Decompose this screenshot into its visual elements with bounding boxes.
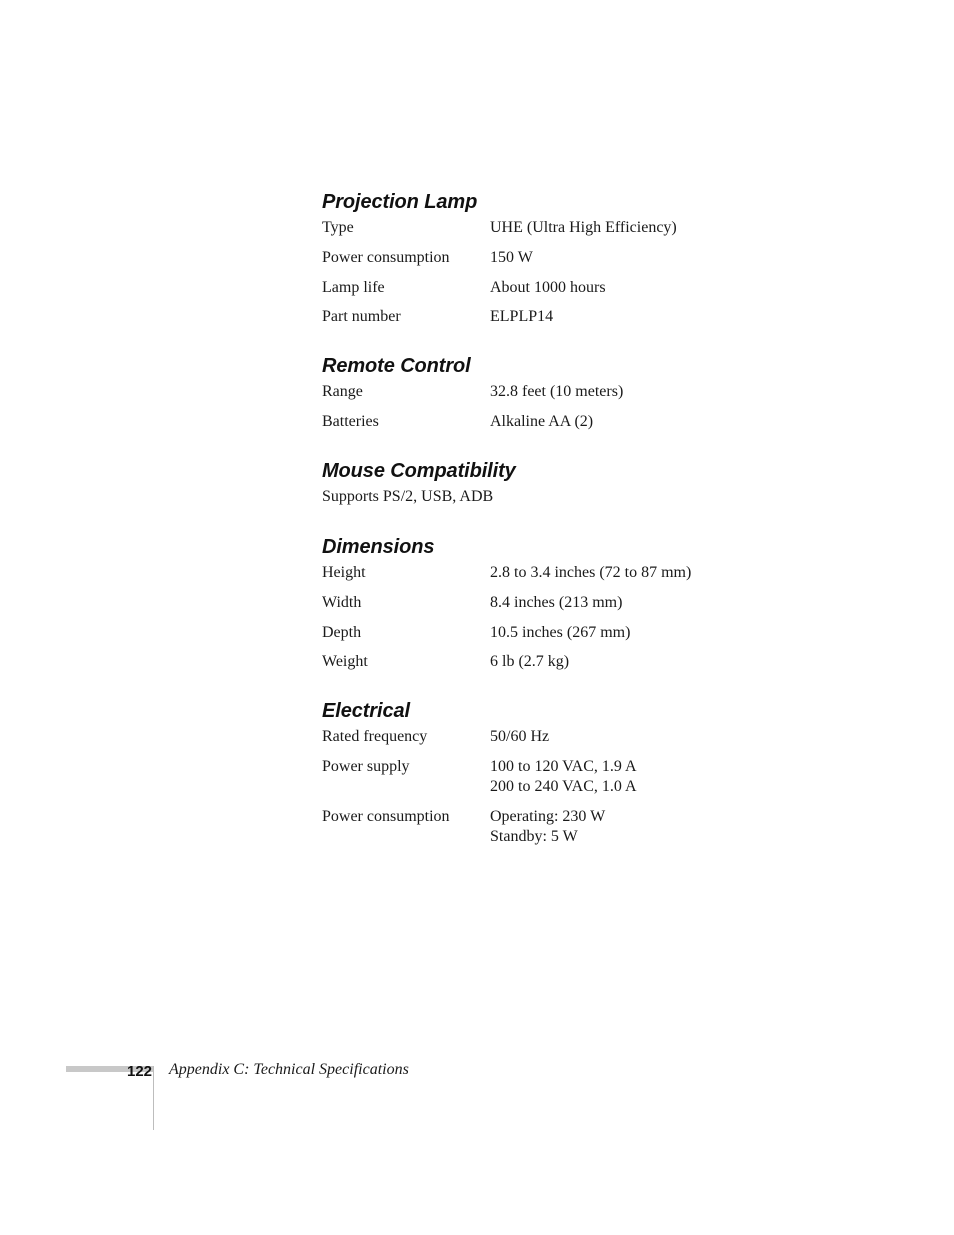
mouse-compatibility-text: Supports PS/2, USB, ADB xyxy=(322,488,494,505)
spec-value xyxy=(490,807,882,847)
spec-value-line: 50/60 Hz xyxy=(490,728,550,745)
spec-row xyxy=(322,278,882,298)
page-number: 122 xyxy=(127,1063,153,1080)
spec-row xyxy=(322,218,882,238)
section-mouse-compatibility xyxy=(322,459,882,507)
section-dimensions xyxy=(322,535,882,682)
section-projection-lamp xyxy=(322,190,882,337)
spec-value xyxy=(490,382,882,402)
section-heading: Remote Control xyxy=(322,355,471,377)
spec-row xyxy=(322,307,882,327)
spec-value-line: UHE (Ultra High Efficiency) xyxy=(490,219,677,236)
spec-value-line: Alkaline AA (2) xyxy=(490,412,594,430)
spec-value-line: About 1000 hours xyxy=(490,278,606,296)
spec-label: Width xyxy=(322,593,362,611)
spec-value xyxy=(490,757,882,797)
section-heading: Mouse Compatibility xyxy=(322,460,516,482)
spec-label: Power consumption xyxy=(322,807,450,825)
section-heading: Projection Lamp xyxy=(322,191,478,213)
spec-value-line: 6 lb (2.7 kg) xyxy=(490,653,570,671)
spec-label: Rated frequency xyxy=(322,728,428,745)
spec-value xyxy=(490,218,882,238)
spec-label: Power consumption xyxy=(322,248,450,266)
spec-row xyxy=(322,757,882,797)
spec-row xyxy=(322,652,882,672)
spec-label: Lamp life xyxy=(322,278,385,296)
spec-value xyxy=(490,623,882,643)
section-remote-control xyxy=(322,354,882,442)
spec-value xyxy=(490,652,882,672)
spec-row xyxy=(322,382,882,402)
spec-row xyxy=(322,727,882,747)
spec-value xyxy=(490,563,882,583)
spec-value-line: 2.8 to 3.4 inches (72 to 87 mm) xyxy=(490,564,692,581)
spec-label: Batteries xyxy=(322,412,379,430)
spec-label: Part number xyxy=(322,308,401,326)
spec-value-line: Operating: 230 W xyxy=(490,807,606,825)
spec-label: Range xyxy=(322,383,363,400)
spec-row xyxy=(322,412,882,432)
spec-value-line: 32.8 feet (10 meters) xyxy=(490,383,624,400)
spec-row xyxy=(322,807,882,847)
running-footer-title: Appendix C: Technical Specifications xyxy=(169,1061,409,1078)
spec-value xyxy=(490,307,882,327)
spec-label: Depth xyxy=(322,623,362,641)
spec-value xyxy=(490,248,882,268)
spec-value xyxy=(490,727,882,747)
footer-vertical-rule xyxy=(153,1066,154,1130)
section-heading: Dimensions xyxy=(322,536,435,558)
spec-row xyxy=(322,593,882,613)
spec-label: Type xyxy=(322,219,354,236)
section-electrical xyxy=(322,699,882,856)
spec-label: Height xyxy=(322,564,366,581)
spec-value xyxy=(490,593,882,613)
spec-label: Weight xyxy=(322,653,368,671)
spec-value-line: 200 to 240 VAC, 1.0 A xyxy=(490,777,637,795)
spec-value xyxy=(490,278,882,298)
spec-value-line: 100 to 120 VAC, 1.9 A xyxy=(490,757,637,775)
spec-value xyxy=(490,412,882,432)
spec-value-line: ELPLP14 xyxy=(490,308,554,326)
spec-value-line: Standby: 5 W xyxy=(490,827,578,845)
spec-value-line: 10.5 inches (267 mm) xyxy=(490,623,631,641)
spec-value-line: 150 W xyxy=(490,248,533,266)
section-heading: Electrical xyxy=(322,700,410,722)
spec-value-line: 8.4 inches (213 mm) xyxy=(490,593,623,611)
spec-row xyxy=(322,563,882,583)
spec-row xyxy=(322,623,882,643)
spec-row xyxy=(322,248,882,268)
spec-label: Power supply xyxy=(322,757,410,775)
